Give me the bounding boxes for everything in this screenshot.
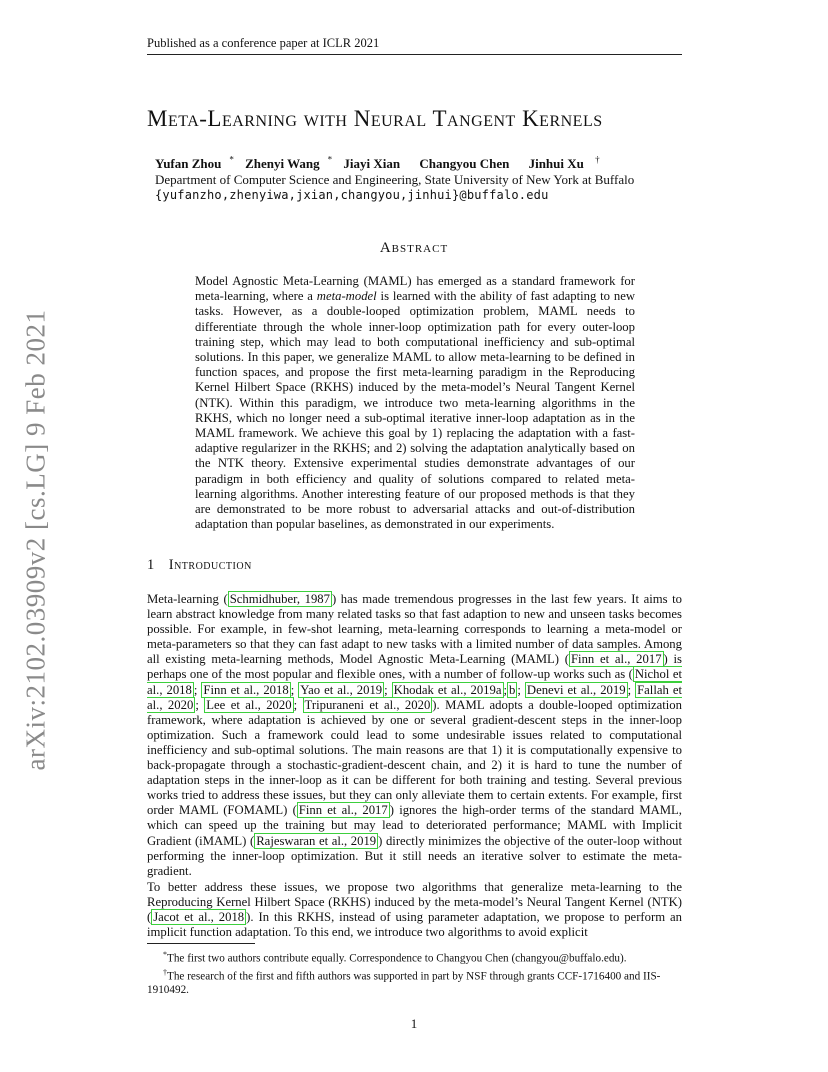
paragraph-text: ; bbox=[503, 682, 508, 697]
paragraph-text: ; bbox=[293, 697, 303, 712]
citation-link[interactable]: b bbox=[509, 682, 516, 697]
paper-title: Meta-Learning with Neural Tangent Kernels bbox=[147, 106, 603, 131]
author-emails: {yufanzho,zhenyiwa,jxian,changyou,jinhui}@buffalo.edu bbox=[155, 188, 549, 202]
paragraph-text: ) ignores the high-order terms of the standard MAML, which can speed up the training but may lead to deteriorated performance; MAML with Implicit Gradient (iMAML) ( bbox=[147, 803, 682, 848]
citation-link[interactable]: Finn et al., 2017 bbox=[298, 803, 388, 818]
footnotes bbox=[147, 948, 682, 997]
citation-link[interactable]: Tripuraneni et al., 2020 bbox=[304, 697, 431, 712]
footnote-1: *The first two authors contribute equally. Correspondence to Changyou Chen (changyou@buffalo.edu). bbox=[163, 950, 627, 965]
citation-link[interactable]: Nichol et al., 2018 bbox=[147, 667, 682, 697]
author: Zhenyi Wang * bbox=[245, 155, 333, 172]
author: Changyou Chen bbox=[419, 156, 510, 172]
author: Jinhui Xu † bbox=[528, 155, 600, 172]
affiliation: Department of Computer Science and Engineering, State University of New York at Buffalo bbox=[155, 172, 635, 187]
section-heading: 1 Introduction bbox=[147, 557, 252, 573]
citation-link[interactable]: Finn et al., 2018 bbox=[203, 682, 289, 697]
citation-link[interactable]: Denevi et al., 2019 bbox=[526, 682, 626, 697]
citation-link[interactable]: Yao et al., 2019 bbox=[300, 682, 383, 697]
paragraph-text: ; bbox=[193, 682, 202, 697]
footnote-rule bbox=[147, 943, 255, 944]
arxiv-identifier-stamp: arXiv:2102.03909v2 [cs.LG] 9 Feb 2021 bbox=[20, 309, 51, 771]
paragraph-text: ). In this RKHS, instead of using parameter adaptation, we propose to perform an implicit function adaptation. To this end, we introduce two algorithms to avoid explicit bbox=[147, 910, 682, 940]
paragraph-text: ; bbox=[517, 682, 525, 697]
citation-link[interactable]: Jacot et al., 2018 bbox=[153, 910, 245, 925]
author: Jiayi Xian bbox=[343, 156, 401, 172]
paragraph-text: ) is perhaps one of the most popular and flexible ones, with a number of follow-up works such as ( bbox=[147, 652, 682, 682]
author: Yufan Zhou * bbox=[155, 155, 234, 172]
citation-link[interactable]: Fallah et al., 2020 bbox=[147, 682, 682, 712]
paragraph-text: ; bbox=[627, 682, 636, 697]
citation-link[interactable]: Finn et al., 2017 bbox=[570, 652, 662, 667]
paragraph-text: ) has made tremendous progresses in the last few years. It aims to learn abstract knowledge from many related tasks so that fast adaption to new and unseen tasks becomes possible. For example, in few-shot learning, meta-learning corresponds to learning a meta-model or meta-parameters so that they can fast adapt to new tasks with a limited number of data samples. Among all existing meta-learning methods, Model Agnostic Meta-Learning (MAML) ( bbox=[147, 592, 682, 667]
paragraph-text: ; bbox=[195, 697, 205, 712]
citation-link[interactable]: Schmidhuber, 1987 bbox=[229, 592, 330, 606]
paragraph-text: ; bbox=[290, 682, 299, 697]
abstract-heading: Abstract bbox=[379, 240, 449, 256]
citation-link[interactable]: Rajeswaran et al., 2019 bbox=[256, 833, 377, 848]
paragraph-text: To better address these issues, we propose two algorithms that generalize meta-learning to the Reproducing Kernel Hilbert Space (RKHS) induced by the meta-model’s Neural Tangent Kernel (NTK) ( bbox=[147, 880, 682, 925]
paragraph-text: Meta-learning ( bbox=[147, 592, 228, 606]
paragraph-text: ; bbox=[384, 682, 392, 697]
abstract-text: Model Agnostic Meta-Learning (MAML) has emerged as a standard framework for meta-learning, where a meta-model is learned with the ability of fast adapting to new tasks. However, as a double-looped optimization problem, MAML needs to differentiate through the whole inner-loop optimization path for every outer-loop training step, which may lead to both computational inefficiency and sub-optimal solutions. In this paper, we generalize MAML to allow meta-learning to be defined in function spaces, and propose the first meta-learning paradigm in the Reproducing Kernel Hilbert Space (RKHS) induced by the meta-model’s Neural Tangent Kernel (NTK). Within this paradigm, we introduce two meta-learning algorithms in the RKHS, which no longer need a sub-optimal iterative inner-loop adaptation as in the MAML framework. We achieve this goal by 1) replacing the adaptation with a fast-adaptive regularizer in the RKHS; and 2) solving the adaptation analytically based on the NTK theory. Extensive experimental studies demonstrate advantages of our paradigm in both efficiency and quality of solutions compared to related meta-learning algorithms. Another interesting feature of our proposed methods is that they are demonstrated to be more robust to adversarial attacks and out-of-distribution adaptation than popular baselines, as demonstrated in our experiments. bbox=[195, 274, 636, 532]
paragraph-text: ). MAML adopts a double-looped optimization framework, where adaptation is achieved by one or several gradient-descent steps in the inner-loop optimization. Such a framework could lead to some undesirable issues related to computational inefficiency and sub-optimal solutions. The main reasons are that 1) it is computationally expensive to back-propagate through a stochastic-gradient-descent chain, and 2) it is hard to tune the number of adaptation steps in the inner-loop as it can be different for both training and testing. Several previous works tried to address these issues, but they can only alleviate them to certain extents. For example, first order MAML (FOMAML) ( bbox=[147, 697, 682, 818]
intro-paragraph-2 bbox=[147, 880, 682, 940]
footnote-2: †The research of the first and fifth authors was supported in part by NSF through grants CCF-1716400 and IIS-1910492. bbox=[147, 967, 661, 996]
citation-link[interactable]: Lee et al., 2020 bbox=[206, 697, 292, 712]
page-number: 1 bbox=[410, 1016, 418, 1031]
paragraph-text: ) directly minimizes the objective of the outer-loop without performing the inner-loop optimization. But it still needs an iterative solver to estimate the meta-gradient. bbox=[147, 833, 682, 878]
citation-link[interactable]: Khodak et al., 2019a bbox=[393, 682, 502, 697]
running-header: Published as a conference paper at ICLR 2021 bbox=[147, 36, 682, 55]
intro-paragraph-1 bbox=[147, 592, 682, 879]
author-list bbox=[155, 155, 608, 172]
